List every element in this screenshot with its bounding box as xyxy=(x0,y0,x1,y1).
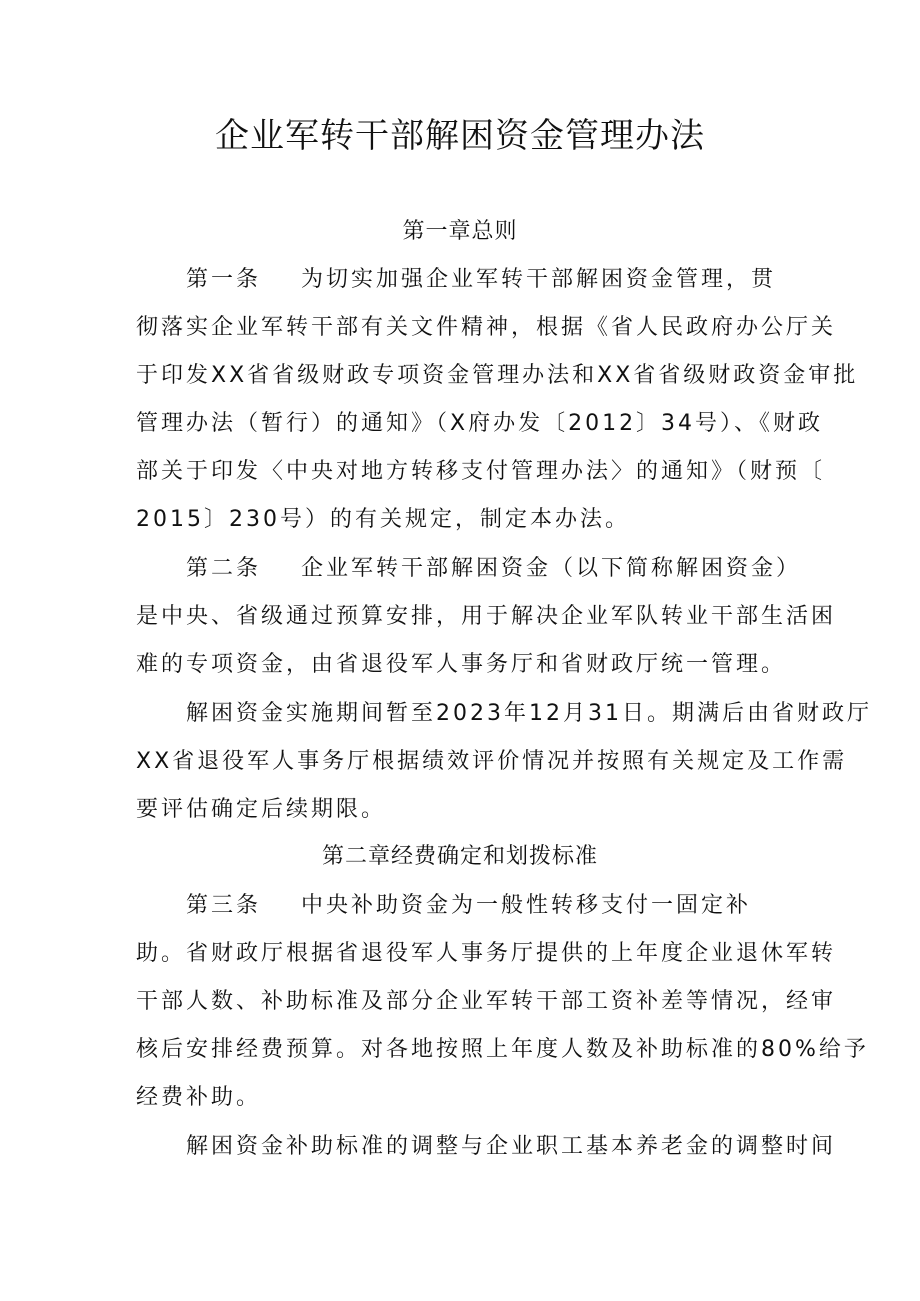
period-paragraph-line-2: XX省退役军人事务厅根据绩效评价情况并按照有关规定及工作需 xyxy=(136,749,848,774)
article-2-first-line xyxy=(186,554,801,584)
period-paragraph-line-3: 要评估确定后续期限。 xyxy=(136,797,387,822)
article-1-line-2: 彻落实企业军转干部有关文件精神，根据《省人民政府办公厅关 xyxy=(136,315,837,340)
document-title: 企业军转干部解困资金管理办法 xyxy=(215,116,705,156)
article-1-line-6: 2015〕230号）的有关规定，制定本办法。 xyxy=(136,507,630,532)
chapter-heading-1: 第一章总则 xyxy=(402,219,518,244)
article-1-line-3: 于印发XX省省级财政专项资金管理办法和XX省省级财政资金审批 xyxy=(136,363,859,388)
adjustment-paragraph-line-1: 解困资金补助标准的调整与企业职工基本养老金的调整时间 xyxy=(186,1134,837,1159)
period-paragraph-line-1: 解困资金实施期间暂至2023年12月31日。期满后由省财政厅 xyxy=(186,701,872,726)
article-3-line-5: 经费补助。 xyxy=(136,1085,262,1110)
article-3-first-line xyxy=(186,891,751,921)
article-1-first-line xyxy=(186,265,776,295)
article-3-label: 第三条 xyxy=(186,893,262,918)
article-1-line-5: 部关于印发〈中央对地方转移支付管理办法〉的通知》（财预〔 xyxy=(136,459,826,484)
article-1-label: 第一条 xyxy=(186,267,262,292)
article-3-line-2: 助。省财政厅根据省退役军人事务厅提供的上年度企业退休军转 xyxy=(136,941,837,966)
article-1-line-4: 管理办法（暂行）的通知》（X府办发〔2012〕34号）、《财政 xyxy=(136,411,824,436)
article-3-line-1: 中央补助资金为一般性转移支付一固定补 xyxy=(301,893,752,918)
article-2-line-2: 是中央、省级通过预算安排，用于解决企业军队转业干部生活困 xyxy=(136,604,837,629)
article-2-line-3: 难的专项资金，由省退役军人事务厅和省财政厅统一管理。 xyxy=(136,652,787,677)
article-2-label: 第二条 xyxy=(186,556,262,581)
article-3-line-3: 干部人数、补助标准及部分企业军转干部工资补差等情况，经审 xyxy=(136,989,837,1014)
article-3-line-4: 核后安排经费预算。对各地按照上年度人数及补助标准的80%给予 xyxy=(136,1037,869,1062)
chapter-heading-2: 第二章经费确定和划拨标准 xyxy=(321,844,598,869)
article-2-line-1: 企业军转干部解困资金（以下简称解困资金） xyxy=(301,556,802,581)
article-1-line-1: 为切实加强企业军转干部解困资金管理，贯 xyxy=(301,267,777,292)
